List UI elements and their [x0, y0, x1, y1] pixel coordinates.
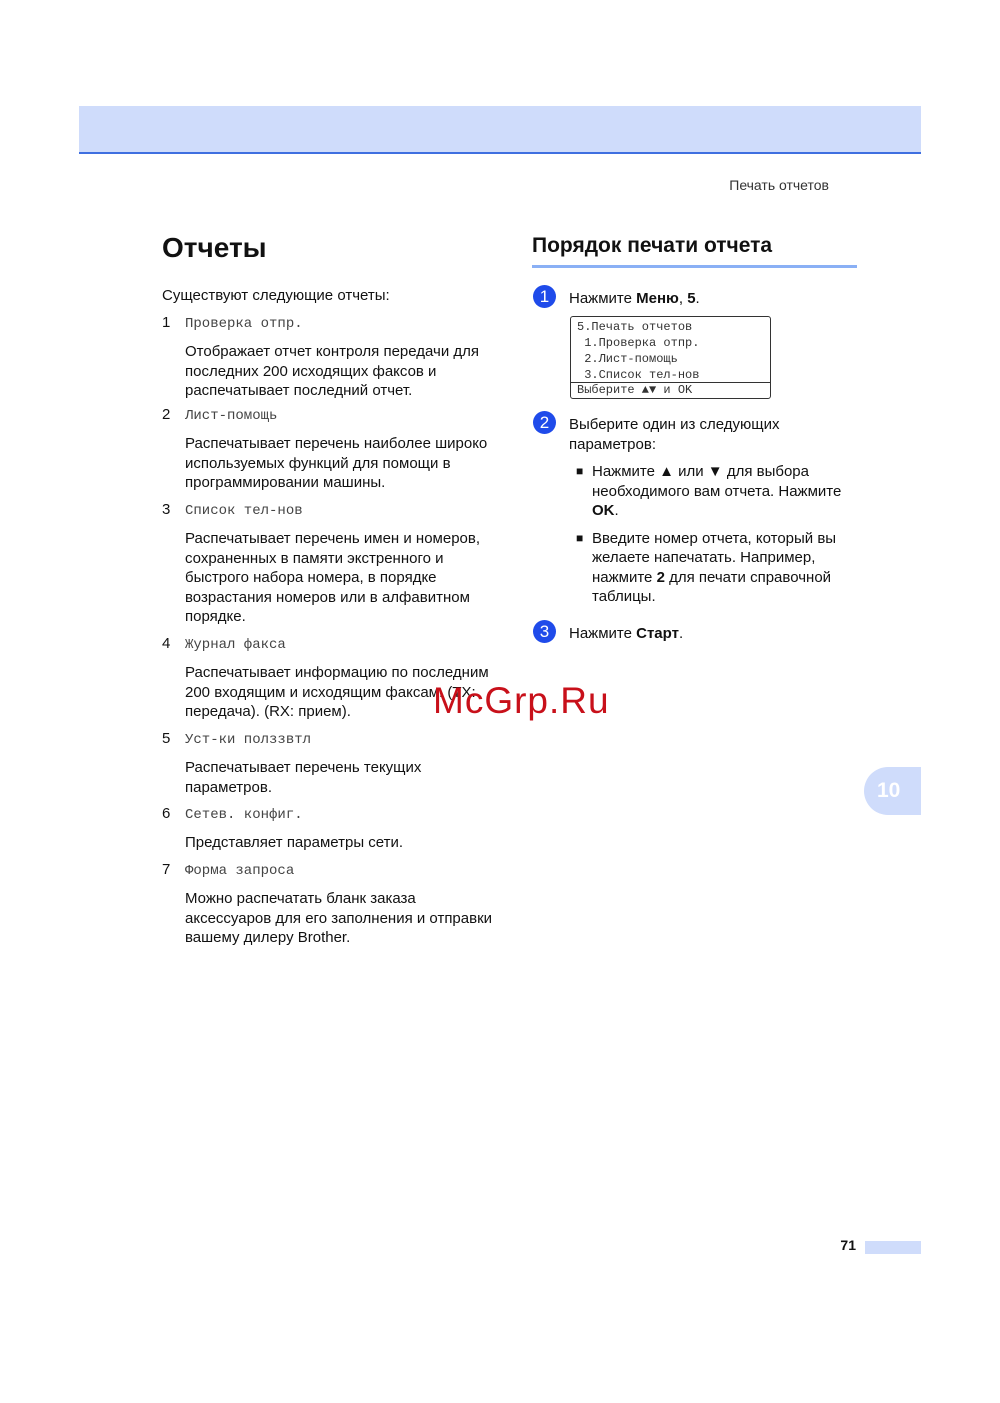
report-item	[162, 861, 497, 948]
step-2-badge: 2	[533, 411, 556, 434]
report-number: 5	[162, 730, 171, 747]
report-item	[162, 406, 497, 501]
option-text: Введите номер отчета, который вы желаете напечатать. Например, нажмите 2 для печати справочной таблицы.	[592, 529, 837, 605]
report-number: 2	[162, 406, 171, 423]
lcd-line: 1.Проверка отпр.	[577, 336, 700, 350]
square-bullet-icon: ■	[576, 530, 584, 545]
key-start: Старт	[636, 625, 679, 642]
report-description: Распечатывает перечень текущих параметров.	[185, 759, 422, 796]
lcd-display	[570, 316, 771, 399]
report-description: Можно распечатать бланк заказа аксессуаров для его заполнения и отправки вашему дилеру Brother.	[185, 890, 493, 946]
square-bullet-icon: ■	[576, 464, 584, 478]
report-name: Журнал факса	[185, 637, 286, 653]
report-item	[162, 501, 497, 635]
report-number: 6	[162, 805, 171, 822]
option-item	[576, 529, 861, 607]
report-number: 4	[162, 635, 171, 652]
report-list	[162, 314, 497, 948]
report-name: Сетев. конфиг.	[185, 807, 303, 823]
lcd-line: 2.Лист-помощь	[577, 352, 678, 366]
running-header: Печать отчетов	[729, 177, 829, 193]
key-5: 5	[687, 290, 696, 307]
intro-text: Существуют следующие отчеты:	[162, 287, 390, 304]
step-1-badge: 1	[533, 285, 556, 308]
lcd-footer: Выберите ▲▼ и OK	[571, 382, 770, 398]
report-name: Лист-помощь	[185, 408, 278, 424]
lcd-line: 5.Печать отчетов	[577, 320, 693, 334]
report-name: Уст-ки полззвтл	[185, 732, 312, 748]
option-text: Нажмите ▲ или ▼ для выбора необходимого вам отчета. Нажмите OK.	[592, 463, 842, 519]
option-list	[576, 462, 861, 615]
step-2-text: Выберите один из следующих параметров:	[569, 416, 780, 453]
step-3-badge: 3	[533, 620, 556, 643]
option-item	[576, 462, 861, 521]
report-description: Распечатывает перечень наиболее широко используемых функций для помощи в программировании машины.	[185, 435, 488, 491]
report-number: 7	[162, 861, 171, 878]
report-number: 3	[162, 501, 171, 518]
key-menu: Меню	[636, 290, 679, 307]
step-3-text: Нажмите Старт.	[569, 625, 684, 642]
title-underline	[532, 265, 857, 268]
page-number-bar	[865, 1241, 921, 1254]
report-description: Распечатывает информацию по последним 200 входящим и исходящим факсам. (TX: передача). (RX: прием).	[185, 664, 489, 720]
report-name: Форма запроса	[185, 863, 295, 879]
report-description: Распечатывает перечень имен и номеров, сохраненных в памяти экстренного и быстрого набора номера, в порядке возрастания номеров или в алфавитном порядке.	[185, 530, 481, 625]
report-item	[162, 314, 497, 406]
chapter-tab: 10	[864, 767, 921, 815]
section-title-print-procedure: Порядок печати отчета	[532, 234, 773, 257]
step-1-text: Нажмите Меню, 5.	[569, 290, 700, 307]
section-title-reports: Отчеты	[162, 232, 267, 263]
report-number: 1	[162, 314, 171, 331]
watermark: McGrp.Ru	[433, 680, 610, 721]
header-band	[79, 106, 921, 154]
page-number: 71	[840, 1237, 856, 1253]
report-description: Представляет параметры сети.	[185, 834, 404, 851]
report-name: Проверка отпр.	[185, 316, 303, 332]
lcd-line: 3.Список тел-нов	[577, 368, 700, 382]
report-item	[162, 730, 497, 805]
report-name: Список тел-нов	[185, 503, 303, 519]
report-description: Отображает отчет контроля передачи для последних 200 исходящих факсов и распечатывает последний отчет.	[185, 343, 480, 399]
report-item	[162, 805, 497, 861]
